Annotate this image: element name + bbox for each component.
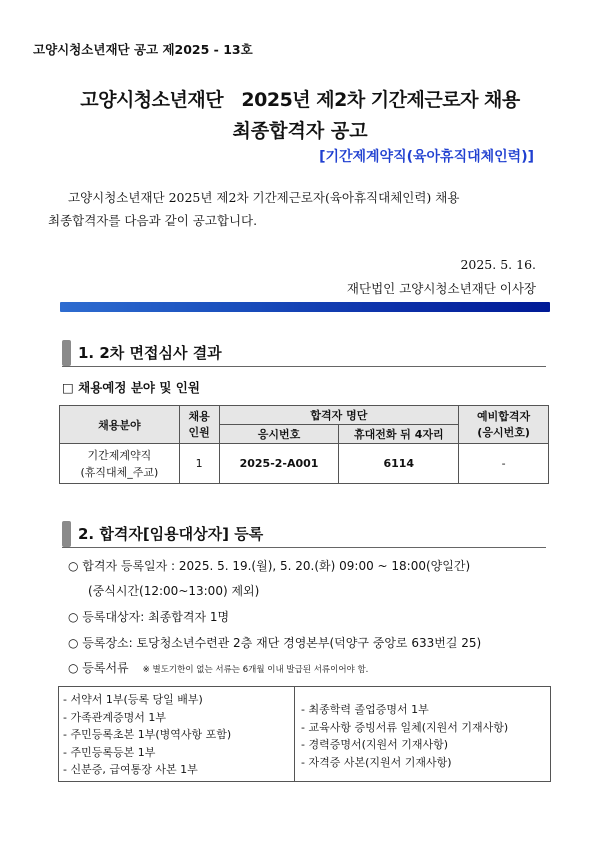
documents-box xyxy=(58,686,551,782)
intro-line-1: 고양시청소년재단 2025년 제2차 기간제근로자(육아휴직대체인력) 채용 xyxy=(68,190,460,205)
cell-reserve: - xyxy=(459,444,549,484)
docs-label: ○ 등록서류 xyxy=(68,661,129,675)
header-passers: 합격자 명단 xyxy=(219,406,459,425)
list-item: (중식시간(12:00~13:00) 제외) xyxy=(88,584,260,598)
section-2-header xyxy=(62,521,546,548)
list-item: - 경력증명서(지원서 기재사항) xyxy=(301,738,449,751)
cell-count: 1 xyxy=(179,444,219,484)
header-field: 채용분야 xyxy=(60,406,180,444)
title-line-1: 고양시청소년재단 2025년 제2차 기간제근로자 채용 xyxy=(80,89,520,111)
documents-left xyxy=(63,691,231,779)
divider-bar xyxy=(60,302,550,312)
list-item: - 최종학력 졸업증명서 1부 xyxy=(301,703,429,716)
signature: 재단법인 고양시청소년재단 이사장 xyxy=(346,281,536,296)
notice-date: 2025. 5. 16. xyxy=(460,257,536,272)
list-item: ○ 합격자 등록일자 : 2025. 5. 19.(월), 5. 20.(화) 09:00 ~ 18:00(양일간) xyxy=(68,559,471,573)
list-item: - 서약서 1부(등록 당일 배부) xyxy=(63,693,203,706)
title-line-2: 최종합격자 공고 xyxy=(232,120,368,142)
column-divider xyxy=(294,687,295,781)
list-item: - 자격증 사본(지원서 기재사항) xyxy=(301,755,452,769)
cell-field: 기간제계약직 (휴직대체_주교) xyxy=(60,444,180,484)
section-1-title: 1. 2차 면접심사 결과 xyxy=(78,344,222,362)
header-exam-no: 응시번호 xyxy=(219,425,339,444)
list-item: ○ 등록대상자: 최종합격자 1명 xyxy=(68,610,230,624)
header-count: 채용 인원 xyxy=(179,406,219,444)
intro-paragraph xyxy=(48,186,548,232)
list-item: - 주민등록등본 1부 xyxy=(63,745,156,759)
table-row xyxy=(60,444,549,484)
section-marker xyxy=(62,521,71,547)
cell-exam-no: 2025-2-A001 xyxy=(219,444,339,484)
result-table xyxy=(59,405,549,484)
section-2-title: 2. 합격자[임용대상자] 등록 xyxy=(78,525,264,543)
list-item-docs xyxy=(68,659,368,676)
list-item: - 주민등록초본 1부(병역사항 포함) xyxy=(63,728,232,741)
list-item: - 가족관계증명서 1부 xyxy=(63,710,166,724)
section-1-subtitle: □ 채용예정 분야 및 인원 xyxy=(62,380,200,395)
intro-line-2: 최종합격자를 다음과 같이 공고합니다. xyxy=(48,213,258,228)
section-1-header xyxy=(62,340,546,367)
header-phone: 휴대전화 뒤 4자리 xyxy=(339,425,459,444)
list-item: ○ 등록장소: 토당청소년수련관 2층 재단 경영본부(덕양구 중앙로 633번길 25) xyxy=(68,636,482,650)
title-position-label: [기간제계약직(육아휴직대체인력)] xyxy=(319,149,534,165)
notice-number: 고양시청소년재단 공고 제2025 - 13호 xyxy=(33,42,253,57)
list-item: - 교육사항 증빙서류 일체(지원서 기재사항) xyxy=(301,720,509,734)
documents-right xyxy=(301,701,508,771)
list-item: - 신분증, 급여통장 사본 1부 xyxy=(63,763,198,776)
docs-note: ※ 별도기한이 없는 서류는 6개월 이내 발급된 서류이어야 함. xyxy=(142,665,369,675)
section-marker xyxy=(62,340,71,366)
header-reserve: 예비합격자 (응시번호) xyxy=(459,406,549,444)
cell-phone: 6114 xyxy=(339,444,459,484)
